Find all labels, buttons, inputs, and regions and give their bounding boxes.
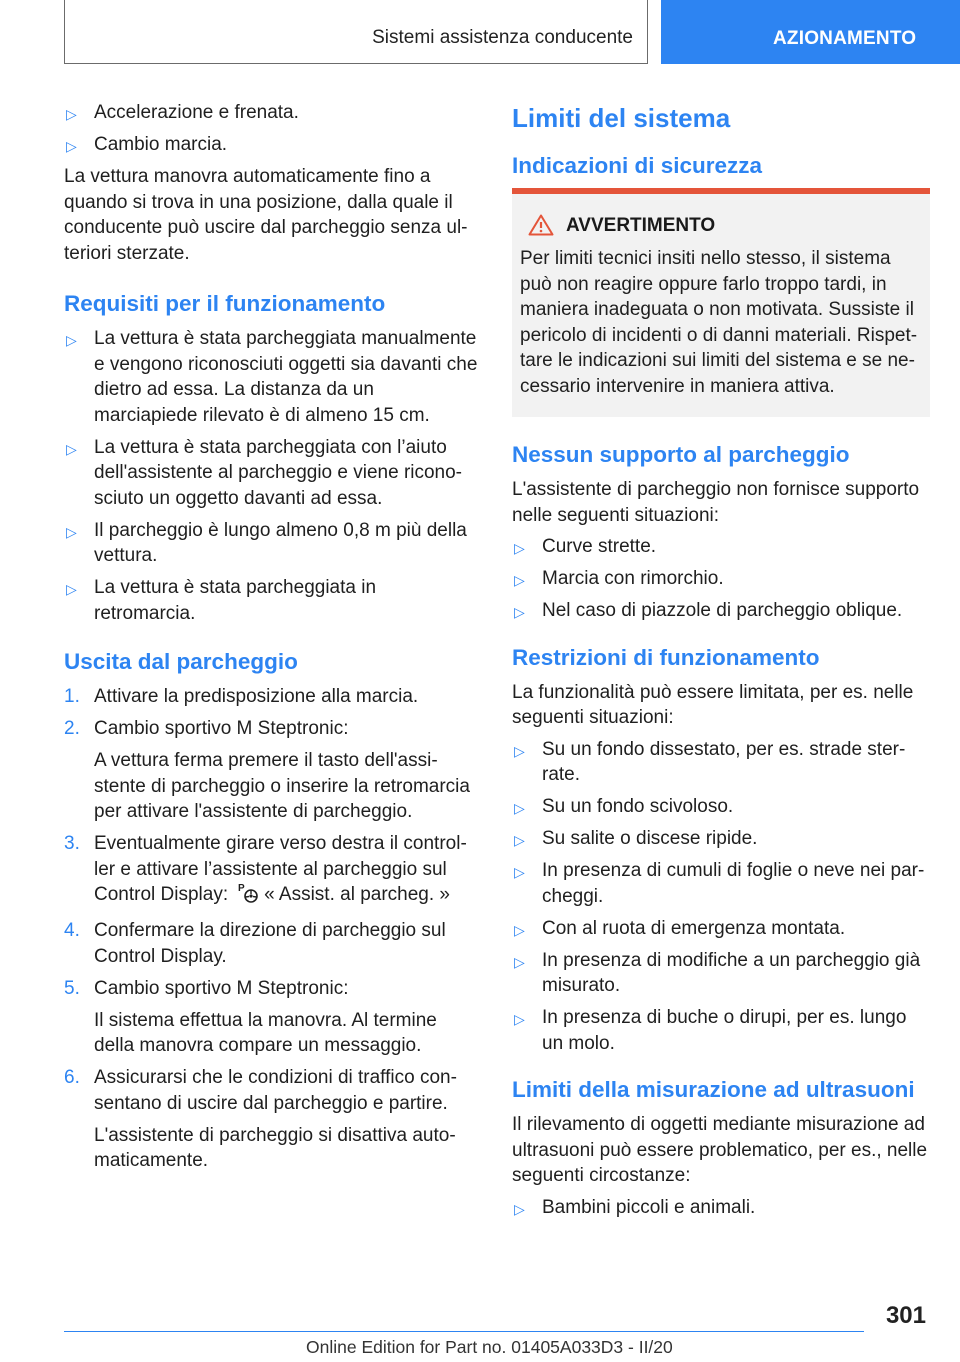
step-item: 3. Eventualmente girare verso destra il control-ler e attivare l’assistente al parcheggio sul Control Display: P « Assist. al parcheg. » xyxy=(64,831,482,912)
heading-requirements: Requisiti per il funzionamento xyxy=(64,291,386,316)
triangle-bullet-icon: ▷ xyxy=(514,572,525,588)
list-item: ▷ Curve strette. xyxy=(512,534,930,560)
list-item: ▷ Il parcheggio è lungo almeno 0,8 m più della vettura. xyxy=(66,519,467,566)
no-support-intro: L'assistente di parcheggio non fornisce supporto nelle seguenti situazioni: xyxy=(512,479,920,526)
triangle-bullet-icon: ▷ xyxy=(514,864,525,880)
ultrasound-intro: Il rilevamento di oggetti mediante misurazione ad ultrasuoni può essere problematico, per es., nelle seguenti circostanze: xyxy=(512,1114,928,1186)
footer-edition: Online Edition for Part no. 01405A033D3 - II/20 xyxy=(306,1337,673,1357)
right-column xyxy=(512,100,930,1227)
intro-paragraph: La vettura manovra automaticamente fino a quando si trova in una posizione, dalla quale il conducente può uscire dal parcheggio senza ul-teriori sterzate. xyxy=(64,166,468,264)
triangle-bullet-icon: ▷ xyxy=(66,106,77,122)
ultrasound-list xyxy=(512,1195,930,1221)
header-section-box xyxy=(64,0,648,64)
triangle-bullet-icon: ▷ xyxy=(514,800,525,816)
bullet-list-top xyxy=(64,100,482,158)
triangle-bullet-icon: ▷ xyxy=(514,921,525,938)
triangle-bullet-icon: ▷ xyxy=(66,523,77,540)
step-item: 4. Confermare la direzione di parcheggio sul Control Display. xyxy=(64,920,446,967)
heading-ultrasound-limits: Limiti della misurazione ad ultrasuoni xyxy=(512,1077,915,1102)
heading-no-support: Nessun supporto al parcheggio xyxy=(512,442,850,467)
step-item: 5. Cambio sportivo M Steptronic: Il sistema effettua la manovra. Al termine della manovra compare un messaggio. xyxy=(64,977,437,1056)
list-item: ▷ Su salite o discese ripide. xyxy=(512,826,930,852)
header-chapter-title: AZIONAMENTO xyxy=(773,28,917,49)
list-item: ▷ In presenza di buche o dirupi, per es. lungo un molo. xyxy=(514,1007,907,1054)
heading-safety: Indicazioni di sicurezza xyxy=(512,153,763,178)
triangle-bullet-icon: ▷ xyxy=(66,138,77,154)
steps-list xyxy=(64,684,482,1174)
warning-triangle-icon xyxy=(528,214,554,236)
header-section-title: Sistemi assistenza conducente xyxy=(372,27,633,48)
triangle-bullet-icon: ▷ xyxy=(514,1011,525,1027)
step-item: 1. Attivare la predisposizione alla marcia. xyxy=(64,686,419,707)
step-item: 6. Assicurarsi che le condizioni di traffico con-sentano di uscire dal parcheggio e partire. L'assistente di parcheggio si disattiva auto-maticamente. xyxy=(64,1067,457,1171)
restrictions-intro: La funzionalità può essere limitata, per es. nelle seguenti situazioni: xyxy=(512,681,914,728)
triangle-bullet-icon: ▷ xyxy=(66,581,77,597)
list-item: ▷ Marcia con rimorchio. xyxy=(512,566,930,592)
warning-title: AVVERTIMENTO xyxy=(520,214,922,238)
left-column xyxy=(64,100,482,1180)
restrictions-list xyxy=(512,737,930,1057)
list-item: ▷ Su un fondo scivoloso. xyxy=(512,794,930,820)
list-item: ▷ Con al ruota di emergenza montata. xyxy=(512,916,930,942)
heading-exit-parking: Uscita dal parcheggio xyxy=(64,649,298,674)
triangle-bullet-icon: ▷ xyxy=(66,440,77,457)
triangle-bullet-icon: ▷ xyxy=(514,540,525,556)
heading-restrictions: Restrizioni di funzionamento xyxy=(512,644,820,670)
list-item: ▷ Accelerazione e frenata. xyxy=(64,100,482,126)
list-item: ▷ In presenza di cumuli di foglie o neve nei par-cheggi. xyxy=(514,860,925,907)
parking-assistant-icon xyxy=(238,882,260,912)
header-chapter-tab xyxy=(661,0,960,64)
triangle-bullet-icon: ▷ xyxy=(514,1200,525,1217)
page-number: 301 xyxy=(885,1302,926,1329)
list-item: ▷ Su un fondo dissestato, per es. strade ster-rate. xyxy=(514,738,906,785)
triangle-bullet-icon: ▷ xyxy=(514,604,525,620)
triangle-bullet-icon: ▷ xyxy=(514,953,525,970)
triangle-bullet-icon: ▷ xyxy=(66,332,77,348)
triangle-bullet-icon: ▷ xyxy=(514,742,525,759)
list-item: ▷ In presenza di modifiche a un parcheggio già misurato. xyxy=(514,949,921,996)
warning-text: Per limiti tecnici insiti nello stesso, il sistema può non reagire oppure farlo troppo tardi, in maniera inadeguata o non motivata. Sussiste il pericolo di incidenti o di danni materiali. Rispet-tare le indicazioni sui limiti del sistema e se ne-cessario intervenire in maniera attiva. xyxy=(520,248,918,397)
step-item: 2. Cambio sportivo M Steptronic: A vettura ferma premere il tasto dell'assi-stente di parcheggio o inserire la retromarcia per attivare l'assistente di parcheggio. xyxy=(64,718,470,822)
list-item: ▷ La vettura è stata parcheggiata con l’aiuto dell'assistente al parcheggio e viene ricono-sciuto un oggetto davanti ad essa. xyxy=(66,436,463,509)
list-item: ▷ La vettura è stata parcheggiata manualmente e vengono riconosciuti oggetti sia davanti che dietro ad essa. La distanza da un marciapiede rilevato è di almeno 15 cm. xyxy=(66,328,478,426)
footer-divider xyxy=(64,1331,864,1332)
list-item: ▷ Bambini piccoli e animali. xyxy=(512,1195,930,1221)
list-item: ▷ Nel caso di piazzole di parcheggio oblique. xyxy=(512,598,930,624)
warning-box xyxy=(512,188,930,417)
heading-system-limits: Limiti del sistema xyxy=(512,103,731,133)
no-support-list xyxy=(512,534,930,624)
triangle-bullet-icon: ▷ xyxy=(514,832,525,848)
list-item: ▷ Cambio marcia. xyxy=(64,132,482,158)
svg-text:P: P xyxy=(238,883,245,894)
requirements-list xyxy=(64,326,482,626)
list-item: ▷ La vettura è stata parcheggiata in retromarcia. xyxy=(66,577,377,624)
